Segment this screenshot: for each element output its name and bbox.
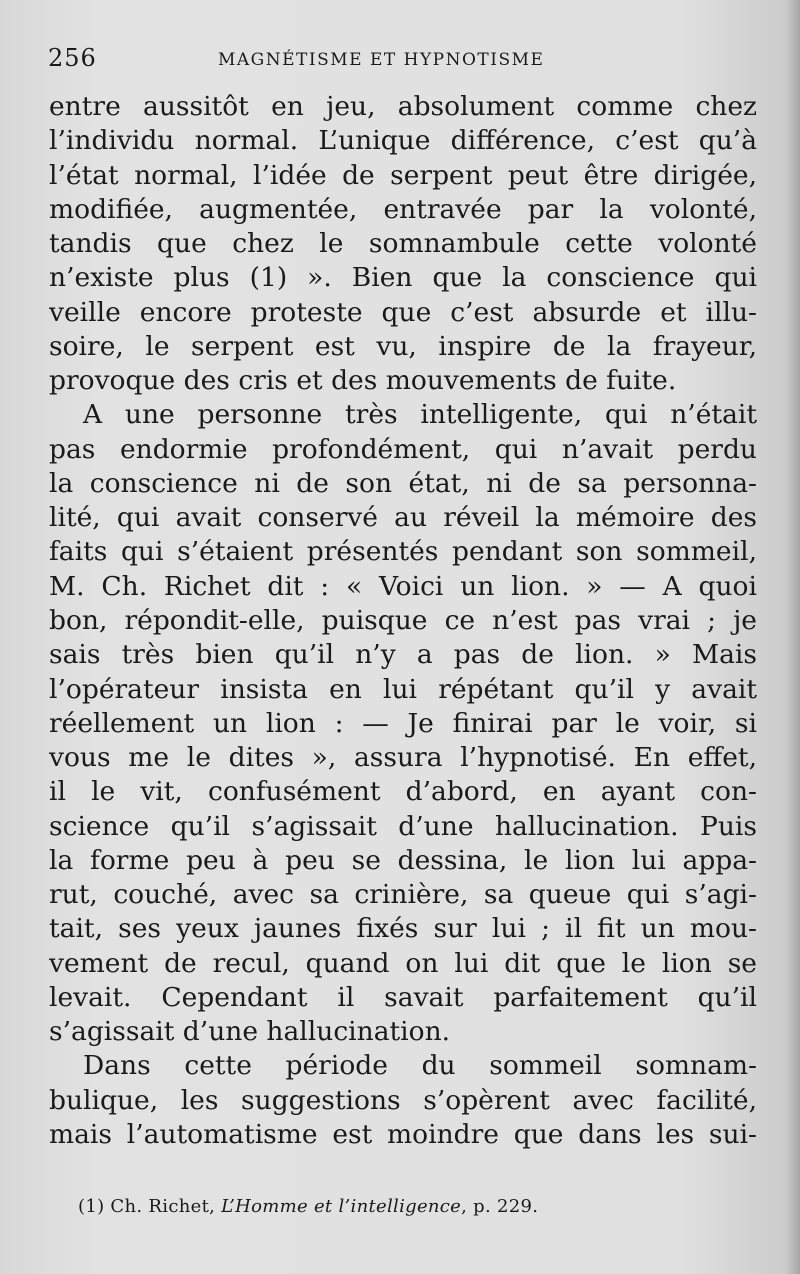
footnote-book-title: L’Homme et l’intelligence [221,1196,462,1217]
text-line: il le vit, confusément d’abord, en ayant con- [49,776,757,808]
text-line: tandis que chez le somnambule cette volonté [49,228,757,260]
text-line: rut, couché, avec sa crinière, sa queue qui s’agi- [49,879,757,911]
text-line: levait. Cependant il savait parfaitement qu’il [49,981,757,1013]
text-line: l’état normal, l’idée de serpent peut être dirigée, [49,159,757,191]
footnote [78,1196,538,1217]
text-line: modifiée, augmentée, entravée par la volonté, [49,193,757,225]
text-line: faits qui s’étaient présentés pendant son sommeil, [49,536,757,568]
footnote-suffix: , p. 229. [461,1196,539,1217]
paragraph-first-line: Dans cette période du sommeil somnam- [83,1050,757,1082]
text-line: M. Ch. Richet dit : « Voici un lion. » — A quoi [49,570,757,602]
text-line: sais très bien qu’il n’y a pas de lion. » Mais [49,639,757,671]
text-line: veille encore proteste que c’est absurde et illu- [49,296,757,328]
text-line: entre aussitôt en jeu, absolument comme chez [49,91,757,122]
text-line: n’existe plus (1) ». Bien que la conscience qui [49,262,757,294]
text-line: la conscience ni de son état, ni de sa personna- [49,467,757,499]
text-line: provoque des cris et des mouvements de fuite. [49,365,677,397]
page-number: 256 [48,44,97,72]
text-line: l’individu normal. L’unique différence, c’est qu’à [49,125,757,157]
paragraph-first-line: A une personne très intelligente, qui n’était [83,399,757,431]
text-line: bon, répondit-elle, puisque ce n’est pas vrai ; je [49,604,757,636]
running-title: MAGNÉTISME ET HYPNOTISME [218,50,545,70]
text-line: bulique, les suggestions s’opèrent avec facilité, [49,1084,757,1116]
text-line: lité, qui avait conservé au réveil la mémoire des [49,502,757,534]
page-header [48,44,738,78]
text-line: l’opérateur insista en lui répétant qu’il y avait [49,673,757,705]
text-line: pas endormie profondément, qui n’avait perdu [49,433,757,465]
text-line: science qu’il s’agissait d’une hallucination. Puis [49,810,757,842]
text-line: réellement un lion : — Je finirai par le voir, si [49,707,757,739]
text-line: s’agissait d’une hallucination. [49,1016,451,1048]
page-edge-shadow [786,0,800,1274]
text-line: soire, le serpent est vu, inspire de la frayeur, [49,330,757,362]
text-line: vement de recul, quand on lui dit que le lion se [49,947,757,979]
body-text [49,90,757,1152]
text-line: la forme peu à peu se dessina, le lion lui appa- [49,844,757,876]
text-line: mais l’automatisme est moindre que dans les sui- [49,1118,757,1150]
footnote-prefix: (1) Ch. Richet, [78,1196,222,1217]
text-line: tait, ses yeux jaunes fixés sur lui ; il fit un mou- [49,913,757,945]
text-line: vous me le dites », assura l’hypnotisé. En effet, [49,742,757,774]
